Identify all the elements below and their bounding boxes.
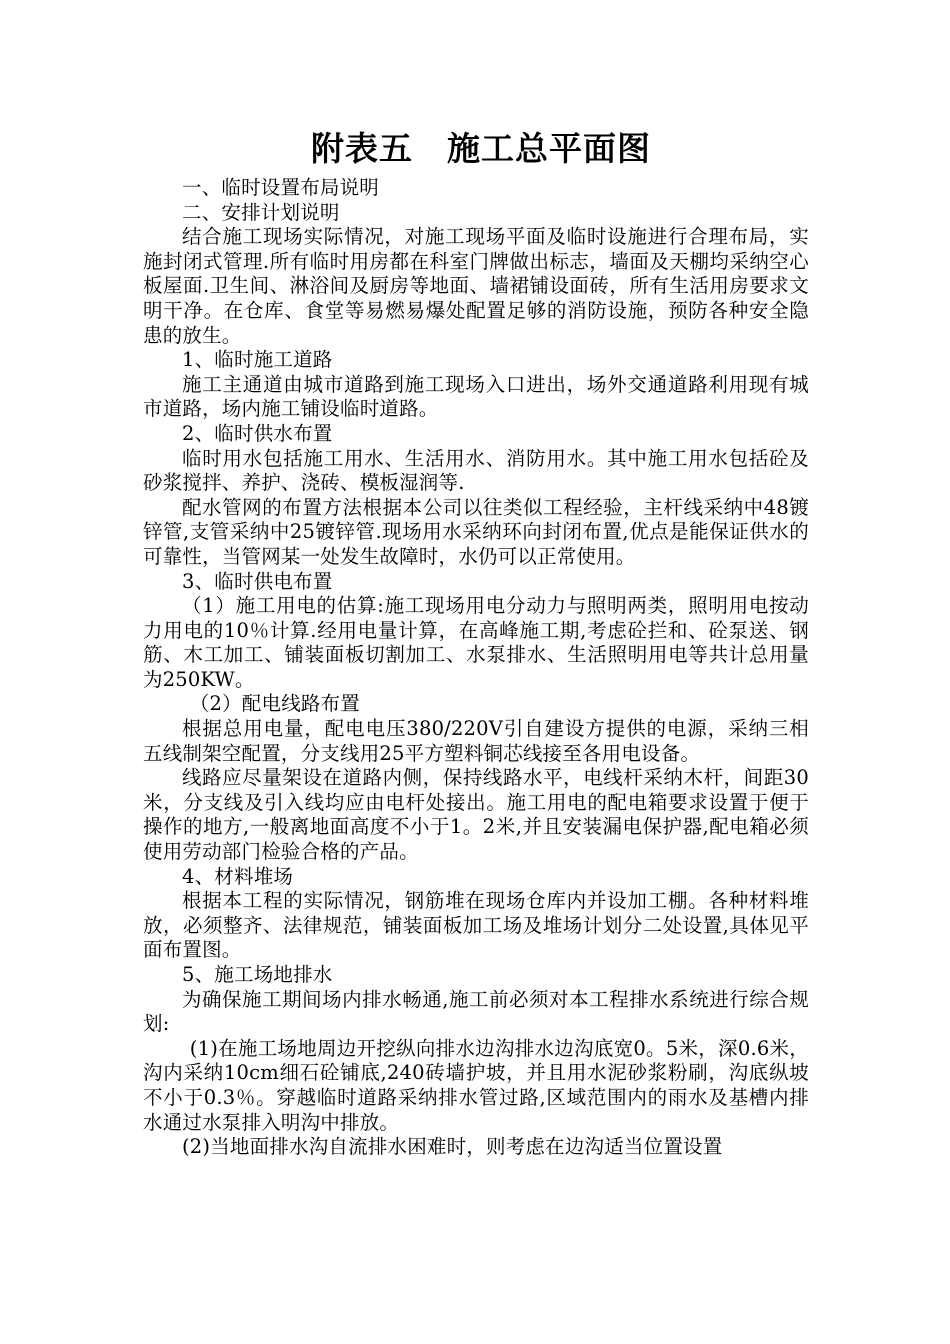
subheading-water-supply: 2、临时供水布置 xyxy=(182,421,333,445)
paragraph-drainage-pump: (2)当地面排水沟自流排水困难时，则考虑在边沟适当位置设置 xyxy=(182,1135,723,1159)
paragraph-road: 施工主通道由城市道路到施工现场入口进出，场外交通道路利用现有城市道路，场内施工铺设临时道路。 xyxy=(143,372,809,421)
section-heading-plan: 二、安排计划说明 xyxy=(182,200,340,224)
paragraph-drainage-ditch: (1)在施工场地周边开挖纵向排水边沟排水边沟底宽0。5米，深0.6米，沟内采纳10cm细石砼铺底,240砖墙护坡，并且用水泥砂浆粉刷，沟底纵坡不小于0.3％。穿越临时道路采纳排水管过路,区域范围内的雨水及基槽内排水通过水泵排入明沟中排放。 xyxy=(143,1036,809,1134)
paragraph-water-use: 临时用水包括施工用水、生活用水、消防用水。其中施工用水包括砼及砂浆搅拌、养护、浇砖、模板湿润等. xyxy=(143,446,809,495)
section-heading-layout: 一、临时设置布局说明 xyxy=(182,176,380,199)
paragraph-distribution-source: 根据总用电量，配电电压380/220V引自建设方提供的电源，采纳三相五线制架空配置，分支线用25平方塑料铜芯线接至各用电设备。 xyxy=(143,717,809,765)
paragraph-power-estimate: （1）施工用电的估算:施工现场用电分动力与照明两类，照明用电按动力用电的10％计算.经用电量计算，在高峰施工期,考虑砼拦和、砼泵送、钢筋、木工加工、铺装面板切割加工、水泵排水、生活照明用电等共计总用量为250KW。 xyxy=(143,594,809,691)
paragraph-overview: 结合施工现场实际情况，对施工现场平面及临时设施进行合理布局，实施封闭式管理.所有临时用房都在科室门牌做出标志，墙面及天棚均采纳空心板屋面.卫生间、淋浴间及厨房等地面、墙裙铺设面砖，所有生活用房要求文明干净。在仓库、食堂等易燃易爆处配置足够的消防设施，预防各种安全隐患的放生。 xyxy=(143,225,809,347)
subheading-site-drainage: 5、施工场地排水 xyxy=(182,963,333,986)
subheading-distribution-lines: （2）配电线路布置 xyxy=(189,692,361,716)
paragraph-water-network: 配水管网的布置方法根据本公司以往类似工程经验，主杆线采纳中48镀锌管,支管采纳中25镀锌管.现场用水采纳环向封闭布置,优点是能保证供水的可靠性，当管网某一处发生故障时，水仍可以正常使用。 xyxy=(143,495,809,568)
document-title: 附表五 施工总平面图 xyxy=(311,129,651,168)
paragraph-material-yard: 根据本工程的实际情况，钢筋堆在现场仓库内并设加工棚。各种材料堆放，必须整齐、法律规范，铺装面板加工场及堆场计划分二处设置,具体见平面布置图。 xyxy=(143,889,809,962)
subheading-material-yard: 4、材料堆场 xyxy=(182,864,294,888)
paragraph-line-installation: 线路应尽量架设在道路内侧，保持线路水平，电线杆采纳木杆，间距30米，分支线及引入线均应由电杆处接出。施工用电的配电箱要求设置于便于操作的地方,一般离地面高度不小于1。2米,并且安装漏电保护器,配电箱必须使用劳动部门检验合格的产品。 xyxy=(143,766,809,864)
subheading-power-supply: 3、临时供电布置 xyxy=(182,569,333,593)
paragraph-drainage-plan: 为确保施工期间场内排水畅通,施工前必须对本工程排水系统进行综合规划: xyxy=(143,987,809,1036)
subheading-temporary-road: 1、临时施工道路 xyxy=(182,348,333,372)
document-body xyxy=(143,128,809,1160)
